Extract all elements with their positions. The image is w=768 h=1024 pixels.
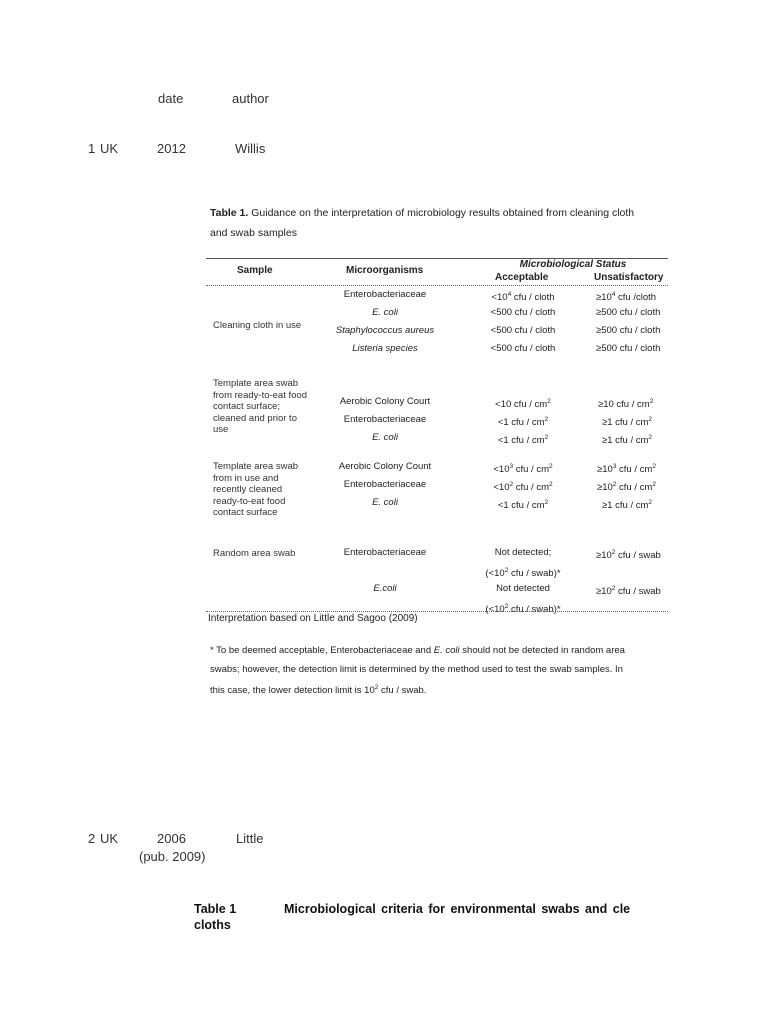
- table-row-8-acceptable: $<10^3$ cfu / $cm^2$: [493, 463, 553, 475]
- sample-template-swab-rte: Template area swab from ready-to-eat food contact surface; cleaned and prior to use: [213, 378, 307, 435]
- table-row-11-unsatisfactory: $\ge 10^2$ cfu / swab: [596, 549, 661, 561]
- table-row-5-micro: Aerobic Colony Court: [339, 396, 431, 407]
- table-row-2-acceptable: <500 cfu / cloth: [490, 307, 556, 318]
- table-caption: Table 1. Guidance on the interpretation of microbiology results obtained from cleaning cloth: [210, 207, 635, 219]
- table-row-7-unsatisfactory: ≥1 cfu / $cm^2$: [602, 434, 653, 446]
- table-row-10-unsatisfactory: ≥1 cfu / $cm^2$: [602, 499, 653, 511]
- bottom-table-label: Table 1: [194, 902, 237, 916]
- table-row-6-acceptable: <1 cfu / $cm^2$: [497, 416, 549, 428]
- col-header-sample: Sample: [237, 265, 273, 276]
- sample-template-swab-in-use: Template area swab from in use and recently cleaned ready-to-eat food contact surface: [213, 461, 299, 518]
- author-column-header: author: [232, 91, 269, 106]
- table-row-1-acceptable: $<10^4$ cfu / cloth: [491, 291, 555, 303]
- entry-2-year-published: (pub. 2009): [139, 849, 206, 864]
- table-interpretation: Interpretation based on Little and Sagoo (2009): [208, 613, 418, 624]
- footnote-line-1: * To be deemed acceptable, Enterobacteriaceae and E. coli should not be detected in random area: [210, 645, 625, 656]
- footnote-line-2: swabs; however, the detection limit is determined by the method used to test the swab samples. In: [210, 664, 623, 675]
- table-row-6-unsatisfactory: ≥1 cfu / $cm^2$: [602, 416, 653, 428]
- entry-2-country: UK: [100, 831, 119, 846]
- table-row-1-unsatisfactory: $\ge 10^4$ cfu /cloth: [596, 291, 657, 303]
- footnote-line-3: this case, the lower detection limit is $10^2$ cfu / swab.: [210, 684, 427, 696]
- table-row-5-acceptable: <10 cfu / $cm^2$: [495, 398, 551, 410]
- table-row-12-micro: E.coli: [373, 583, 397, 594]
- date-column-header: date: [158, 91, 184, 106]
- table-row-9-micro: Enterobacteriaceae: [343, 479, 427, 490]
- sample-cleaning-cloth: Cleaning cloth in use: [213, 320, 302, 331]
- bottom-table-title: Microbiological criteria for environmental swabs and cle: [284, 902, 631, 916]
- table-row-2-micro: E. coli: [372, 307, 398, 318]
- entry-1-country: UK: [100, 141, 119, 156]
- entry-2-number: 2: [88, 831, 96, 846]
- table-row-11-acceptable-note: ($<10^2$ cfu / swab)*: [485, 567, 561, 579]
- col-header-unsatisfactory: Unsatisfactory: [594, 272, 664, 283]
- entry-1-year: 2012: [157, 141, 186, 156]
- table-caption-continued: and swab samples: [210, 227, 297, 239]
- table-row-11-acceptable: Not detected;: [494, 547, 552, 558]
- table-row-2-unsatisfactory: ≥500 cfu / cloth: [596, 307, 661, 318]
- table-row-11-micro: Enterobacteriaceae: [343, 547, 427, 558]
- table-row-8-unsatisfactory: $\ge 10^3$ cfu / $cm^2$: [597, 463, 656, 475]
- col-header-acceptable: Acceptable: [495, 272, 549, 283]
- table-row-7-acceptable: <1 cfu / $cm^2$: [497, 434, 549, 446]
- status-header: Microbiological Status: [519, 259, 627, 270]
- table-row-3-micro: Staphylococcus aureus: [335, 325, 435, 336]
- table-row-10-micro: E. coli: [372, 497, 398, 508]
- table-header-rule: [206, 285, 668, 286]
- entry-1-author: Willis: [235, 141, 266, 156]
- table-row-10-acceptable: <1 cfu / $cm^2$: [497, 499, 549, 511]
- table-row-9-unsatisfactory: $\ge 10^2$ cfu / $cm^2$: [597, 481, 656, 493]
- entry-2-year: 2006: [157, 831, 186, 846]
- entry-2-author: Little: [236, 831, 264, 846]
- table-row-9-acceptable: $<10^2$ cfu / $cm^2$: [493, 481, 553, 493]
- table-row-4-unsatisfactory: ≥500 cfu / cloth: [596, 343, 661, 354]
- table-row-1-micro: Enterobacteriaceae: [343, 289, 427, 300]
- table-row-4-micro: Listeria species: [352, 343, 418, 354]
- table-row-5-unsatisfactory: ≥10 cfu / $cm^2$: [598, 398, 654, 410]
- table-row-3-unsatisfactory: ≥500 cfu / cloth: [596, 325, 661, 336]
- sample-random-area-swab: Random area swab: [213, 548, 296, 559]
- table-row-3-acceptable: <500 cfu / cloth: [490, 325, 556, 336]
- table-row-4-acceptable: <500 cfu / cloth: [490, 343, 556, 354]
- bottom-table-title-continued: cloths: [194, 918, 231, 932]
- table-row-12-acceptable: Not detected: [496, 583, 550, 594]
- col-header-microorganisms: Microorganisms: [346, 265, 424, 276]
- table-row-12-unsatisfactory: $\ge 10^2$ cfu / swab: [596, 585, 661, 597]
- table-row-7-micro: E. coli: [372, 432, 398, 443]
- table-row-8-micro: Aerobic Colony Count: [338, 461, 432, 472]
- table-row-12-acceptable-note: ($<10^2$ cfu / swab)*: [485, 603, 561, 615]
- table-row-6-micro: Enterobacteriaceae: [343, 414, 427, 425]
- entry-1-number: 1: [88, 141, 96, 156]
